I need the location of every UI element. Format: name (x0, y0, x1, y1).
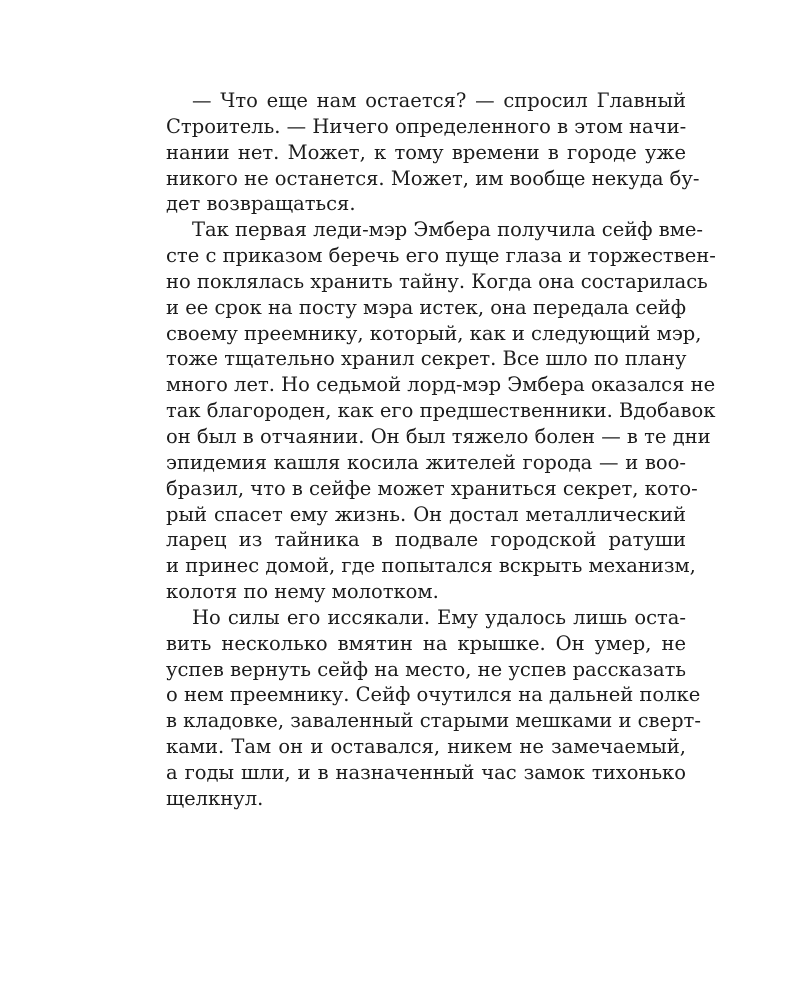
text-line: и принес домой, где попытался вскрыть механизм, (166, 554, 696, 578)
text-line: дет возвращаться. (166, 192, 356, 216)
text-line: так благороден, как его предшественники. Вдобавок (166, 399, 716, 423)
text-line: нании нет. Может, к тому времени в городе уже (166, 140, 686, 164)
text-line: много лет. Но седьмой лорд-мэр Эмбера оказался не (166, 373, 716, 397)
text-line: Но силы его иссякали. Ему удалось лишь оста- (192, 605, 686, 629)
text-line: Так первая леди-мэр Эмбера получила сейф вме- (192, 218, 703, 242)
text-line: колотя по нему молотком. (166, 580, 439, 604)
paragraph-1 (166, 88, 700, 217)
text-line: рый спасет ему жизнь. Он достал металлический (166, 502, 686, 526)
text-line: бразил, что в сейфе может храниться секрет, кото- (166, 476, 698, 500)
paragraph-3 (166, 605, 701, 812)
text-line: — Что еще нам остается? — спросил Главный (192, 89, 686, 112)
text-line: своему преемнику, который, как и следующий мэр, (166, 321, 702, 345)
text-line: щелкнул. (166, 786, 264, 810)
text-line: успев вернуть сейф на место, не успев рассказать (166, 657, 686, 681)
text-line: в кладовке, заваленный старыми мешками и сверт- (166, 709, 701, 733)
text-line: ларец из тайника в подвале городской ратуши (166, 528, 686, 552)
text-line: никого не останется. Может, им вообще некуда бу- (166, 166, 700, 190)
text-line: и ее срок на посту мэра истек, она передала сейф (166, 295, 686, 319)
text-line: тоже тщательно хранил секрет. Все шло по плану (166, 347, 687, 371)
text-line: но поклялась хранить тайну. Когда она состарилась (166, 269, 708, 293)
text-line: сте с приказом беречь его пуще глаза и торжествен- (166, 244, 716, 268)
paragraph-2 (166, 217, 716, 605)
text-line: он был в отчаянии. Он был тяжело болен — в те дни (166, 424, 711, 448)
text-line: вить несколько вмятин на крышке. Он умер, не (166, 631, 686, 655)
text-line: эпидемия кашля косила жителей города — и воо- (166, 450, 686, 474)
text-line: а годы шли, и в назначенный час замок тихонько (166, 760, 686, 784)
text-line: ками. Там он и оставался, никем не замечаемый, (166, 735, 686, 759)
text-line: Строитель. — Ничего определенного в этом начи- (166, 114, 687, 138)
body-text (166, 88, 716, 812)
text-line: о нем преемнику. Сейф очутился на дальней полке (166, 683, 701, 707)
